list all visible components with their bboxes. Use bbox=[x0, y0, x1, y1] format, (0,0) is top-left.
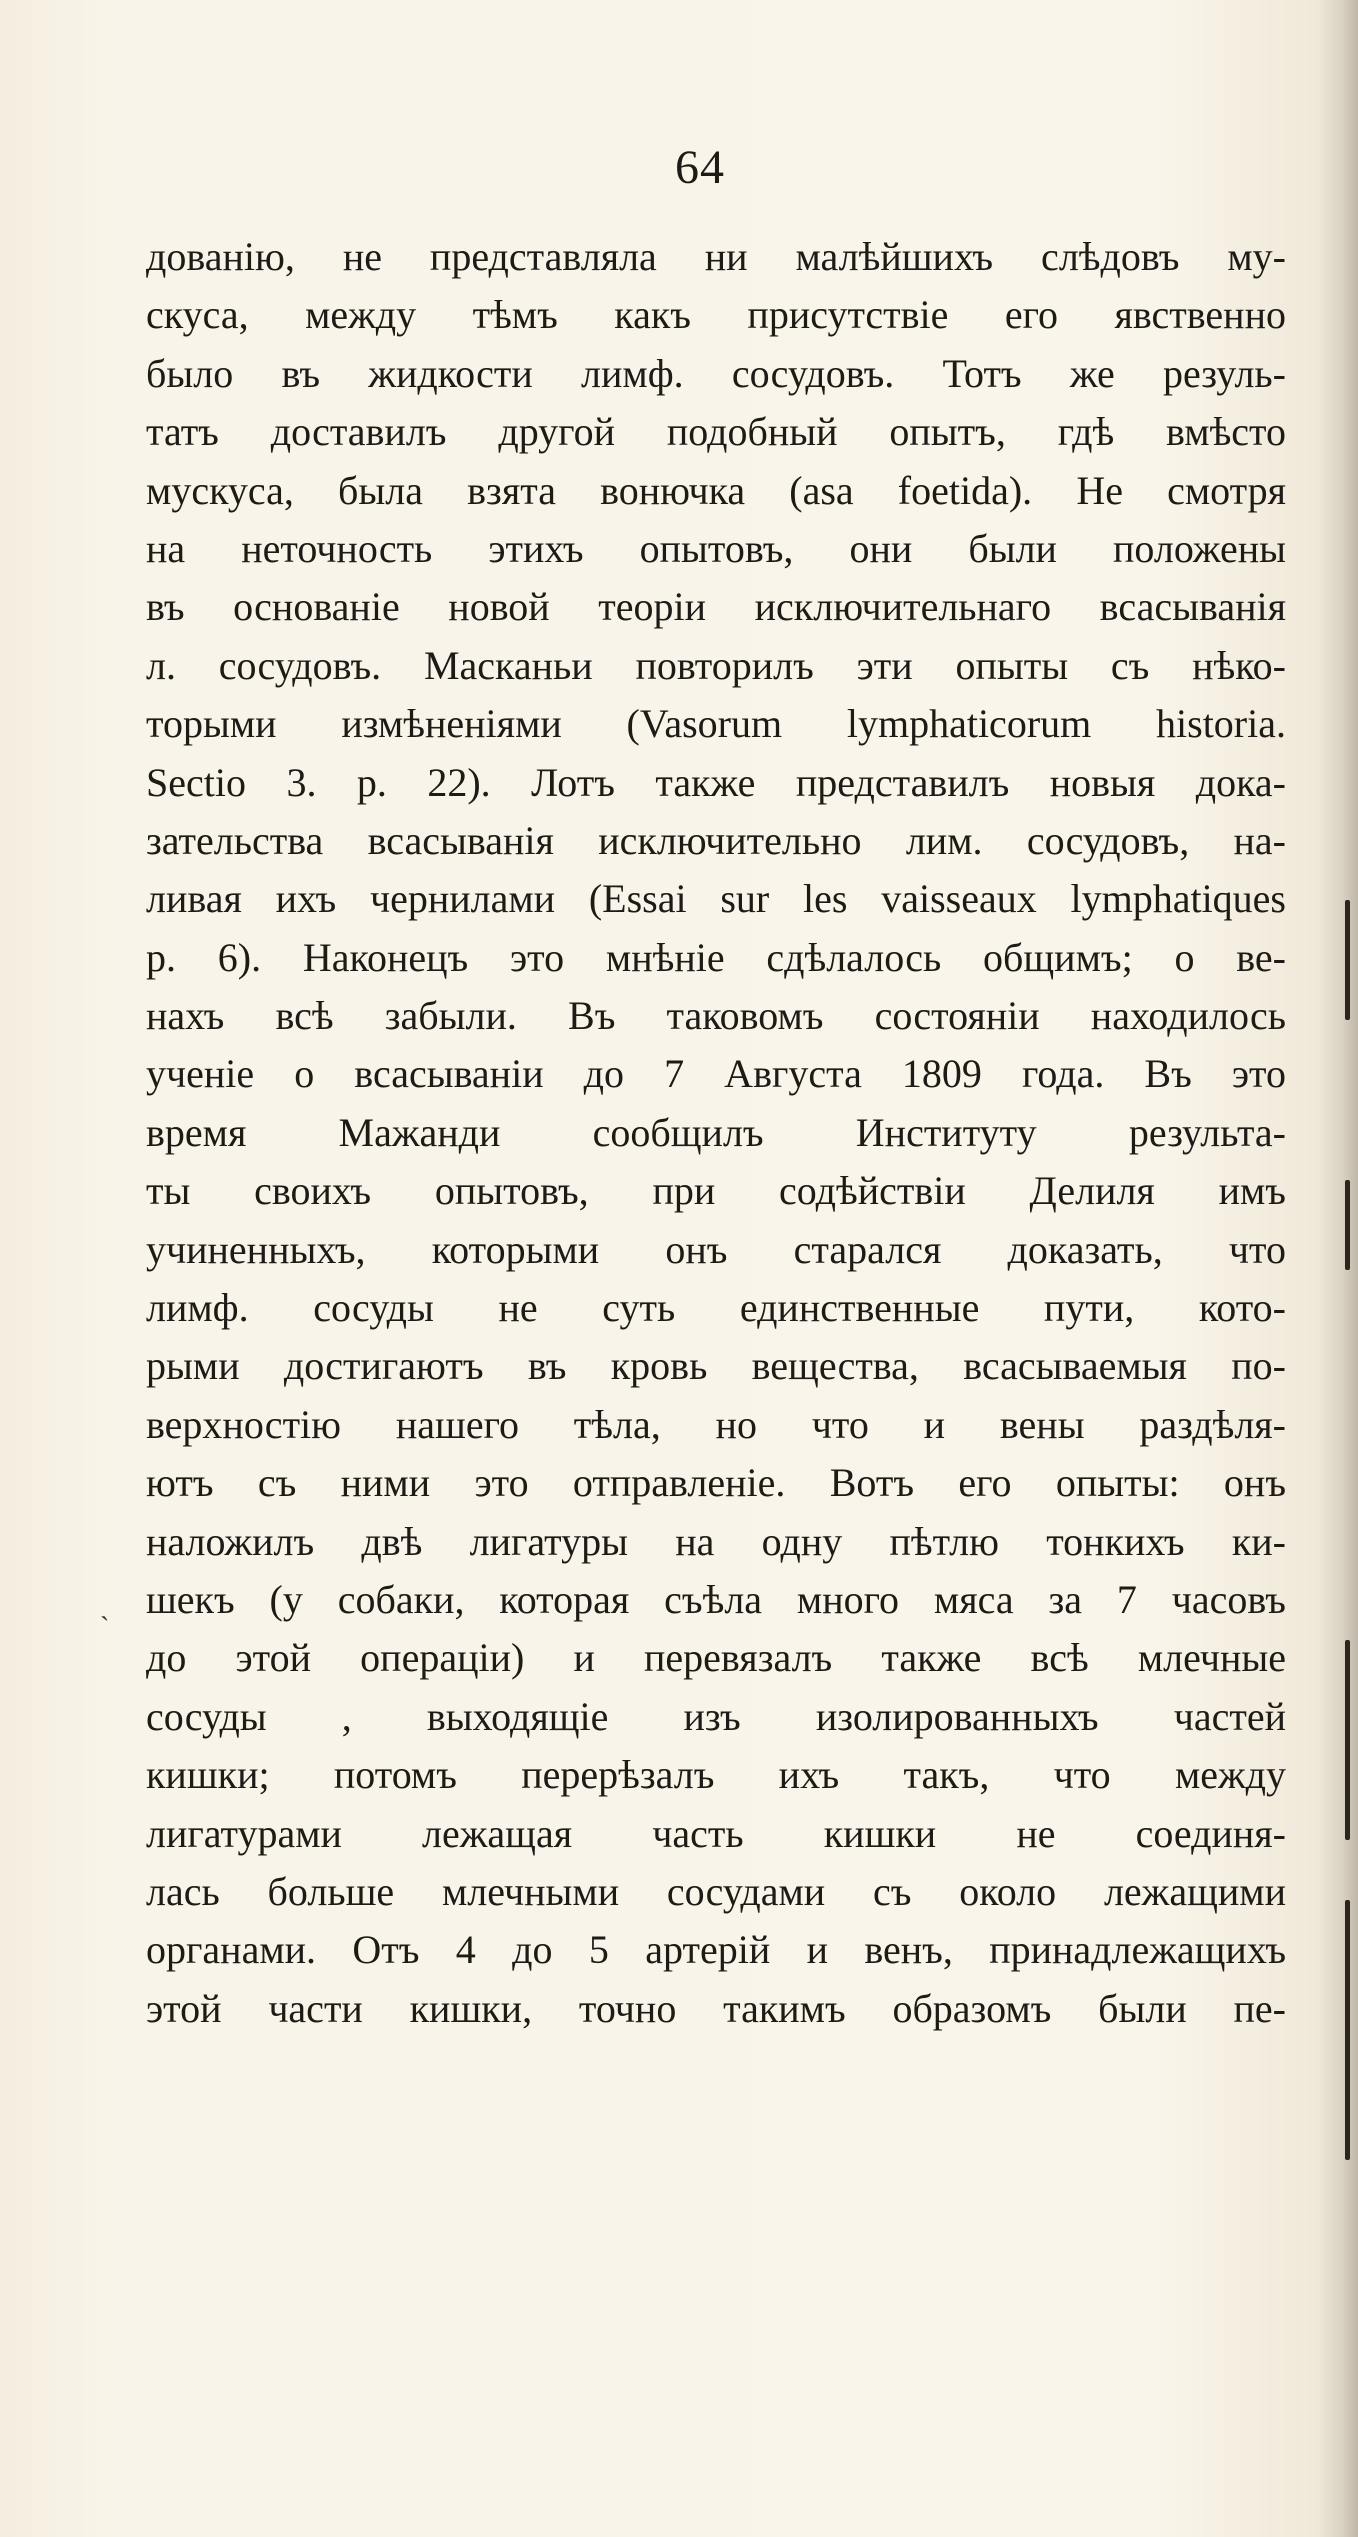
text-line: въ основаніе новой теоріи исключительнаго всасыванія bbox=[146, 584, 1286, 630]
text-line: скуса, между тѣмъ какъ присутствіе его явственно bbox=[146, 292, 1286, 338]
text-line: ливая ихъ чернилами (Essai sur les vaisseaux lymphatiques bbox=[146, 876, 1286, 922]
edge-mark bbox=[1345, 900, 1350, 1020]
text-line: этой части кишки, точно такимъ образомъ были пе- bbox=[146, 1985, 1286, 2031]
text-line: рыми достигаютъ въ кровь вещества, всасываемыя по- bbox=[146, 1343, 1286, 1389]
text-line: зательства всасыванія исключительно лим. сосудовъ, на- bbox=[146, 817, 1286, 863]
text-line: ты своихъ опытовъ, при содѣйствіи Делиля имъ bbox=[146, 1168, 1286, 1214]
page-edge-shadow bbox=[1318, 0, 1358, 2537]
text-line: л. сосудовъ. Масканьи повторилъ эти опыты съ нѣко- bbox=[146, 642, 1286, 688]
text-line: органами. Отъ 4 до 5 артерій и венъ, принадлежащихъ bbox=[146, 1927, 1286, 1973]
text-line: Sectio 3. p. 22). Лотъ также представилъ новыя дока- bbox=[146, 759, 1286, 805]
text-line: мускуса, была взята вонючка (asa foetida). Не смотря bbox=[146, 467, 1286, 513]
edge-mark bbox=[1345, 1640, 1350, 1840]
text-line: нахъ всѣ забыли. Въ таковомъ состояніи находилось bbox=[146, 993, 1286, 1039]
body-text bbox=[146, 228, 1286, 2038]
text-line: учиненныхъ, которыми онъ старался доказать, что bbox=[146, 1226, 1286, 1272]
text-line: до этой операціи) и перевязалъ также всѣ млечные bbox=[146, 1635, 1286, 1681]
text-line: шекъ (у собаки, которая съѣла много мяса за 7 часовъ bbox=[146, 1576, 1286, 1622]
text-line: лимф. сосуды не суть единственные пути, кото- bbox=[146, 1285, 1286, 1331]
text-line: сосуды , выходящіе изъ изолированныхъ частей bbox=[146, 1693, 1286, 1739]
text-line: на неточность этихъ опытовъ, они были положены bbox=[146, 525, 1286, 571]
text-line: ученіе о всасываніи до 7 Августа 1809 года. Въ это bbox=[146, 1051, 1286, 1097]
page-number: 64 bbox=[675, 141, 725, 194]
text-line: ютъ съ ними это отправленіе. Вотъ его опыты: онъ bbox=[146, 1460, 1286, 1506]
stray-ink-mark: ` bbox=[100, 1612, 110, 1643]
text-line: лась больше млечными сосудами съ около лежащими bbox=[146, 1868, 1286, 1914]
edge-mark bbox=[1345, 1180, 1350, 1270]
text-line: лигатурами лежащая часть кишки не соединя- bbox=[146, 1810, 1286, 1856]
text-line: торыми измѣненіями (Vasorum lymphaticorum historia. bbox=[146, 701, 1286, 747]
text-line: дованію, не представляла ни малѣйшихъ слѣдовъ му- bbox=[146, 234, 1286, 279]
text-line: татъ доставилъ другой подобный опытъ, гдѣ вмѣсто bbox=[146, 409, 1286, 455]
text-line: было въ жидкости лимф. сосудовъ. Тотъ же резуль- bbox=[146, 350, 1286, 396]
text-line: кишки; потомъ перерѣзалъ ихъ такъ, что между bbox=[146, 1752, 1286, 1798]
text-line: верхностію нашего тѣла, но что и вены раздѣля- bbox=[146, 1401, 1286, 1447]
text-line: наложилъ двѣ лигатуры на одну пѣтлю тонкихъ ки- bbox=[146, 1518, 1286, 1564]
text-line: время Мажанди сообщилъ Институту результа- bbox=[146, 1109, 1286, 1155]
edge-mark bbox=[1345, 1900, 1350, 2160]
text-line: p. 6). Наконецъ это мнѣніе сдѣлалось общимъ; о ве- bbox=[146, 934, 1286, 980]
